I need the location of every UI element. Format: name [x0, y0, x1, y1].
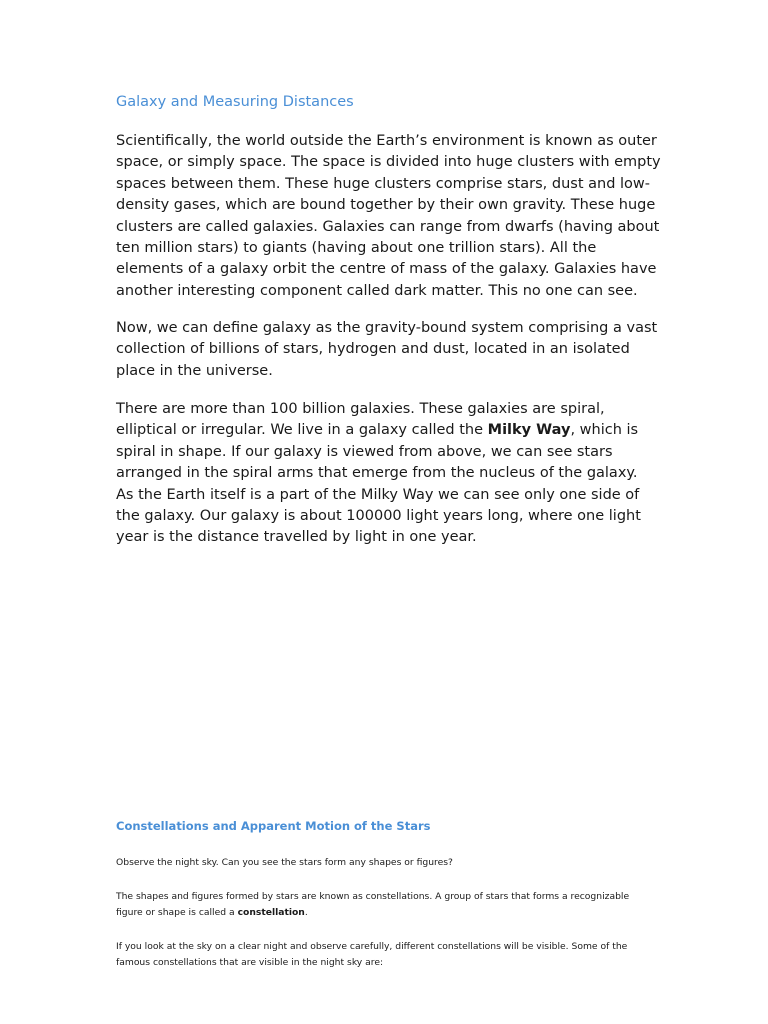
text-segment: figure or shape is called a	[116, 907, 238, 918]
text-line: Now, we can define galaxy as the gravity-bound system comprising a vast	[116, 320, 658, 336]
text-line: Scientifically, the world outside the Earth’s environment is known as outer	[116, 133, 657, 149]
text-line: spaces between them. These huge clusters comprise stars, dust and low-	[116, 175, 651, 192]
text-line: elements of a galaxy orbit the centre of mass of the galaxy. Galaxies have	[116, 261, 657, 278]
paragraph-famous-constellations	[116, 939, 646, 971]
text-line: collection of billions of stars, hydrogen and dust, located in an isolated	[116, 341, 630, 358]
section-heading-galaxy: Galaxy and Measuring Distances	[116, 94, 354, 110]
text-line: density gases, which are bound together by their own gravity. These huge	[116, 197, 656, 214]
text-line: If you look at the sky on a clear night and observe carefully, different constellations will be visible. Some of the	[116, 941, 628, 952]
text-line: The shapes and figures formed by stars are known as constellations. A group of stars that forms a recognizable	[116, 891, 630, 902]
text-segment: .	[304, 907, 308, 918]
document-page	[116, 0, 661, 1024]
text-segment: , which is	[570, 422, 639, 439]
text-line: the galaxy. Our galaxy is about 100000 light years long, where one light	[116, 508, 641, 525]
text-line: place in the universe.	[116, 362, 273, 379]
text-line: spiral in shape. If our galaxy is viewed from above, we can see stars	[116, 443, 613, 460]
constellation-term: constellation	[237, 907, 305, 918]
text-line: clusters are called galaxies. Galaxies can range from dwarfs (having about	[116, 218, 660, 235]
paragraph-galaxy-definition	[116, 318, 658, 382]
text-line: As the Earth itself is a part of the Milky Way we can see only one side of	[116, 486, 640, 503]
paragraph-observe-sky	[116, 855, 646, 871]
text-segment: elliptical or irregular. We live in a galaxy called the	[116, 422, 488, 439]
section-heading-constellations: Constellations and Apparent Motion of the Stars	[116, 819, 431, 833]
text-line	[116, 420, 646, 441]
milky-way-term: Milky Way	[487, 422, 571, 439]
text-line: ten million stars) to giants (having about one trillion stars). All the	[116, 240, 597, 257]
text-line: another interesting component called dark matter. This no one can see.	[116, 282, 638, 299]
text-line: arranged in the spiral arms that emerge from the nucleus of the galaxy.	[116, 465, 638, 482]
text-line: space, or simply space. The space is divided into huge clusters with empty	[116, 154, 661, 171]
paragraph-outer-space	[116, 131, 661, 302]
paragraph-constellation-definition	[116, 889, 646, 921]
text-line: There are more than 100 billion galaxies. These galaxies are spiral,	[116, 401, 605, 417]
text-line: famous constellations that are visible in the night sky are:	[116, 957, 384, 968]
text-line: year is the distance travelled by light in one year.	[116, 529, 477, 546]
paragraph-milky-way	[116, 399, 646, 549]
text-line	[116, 905, 646, 921]
text-line: Observe the night sky. Can you see the stars form any shapes or figures?	[116, 857, 453, 868]
